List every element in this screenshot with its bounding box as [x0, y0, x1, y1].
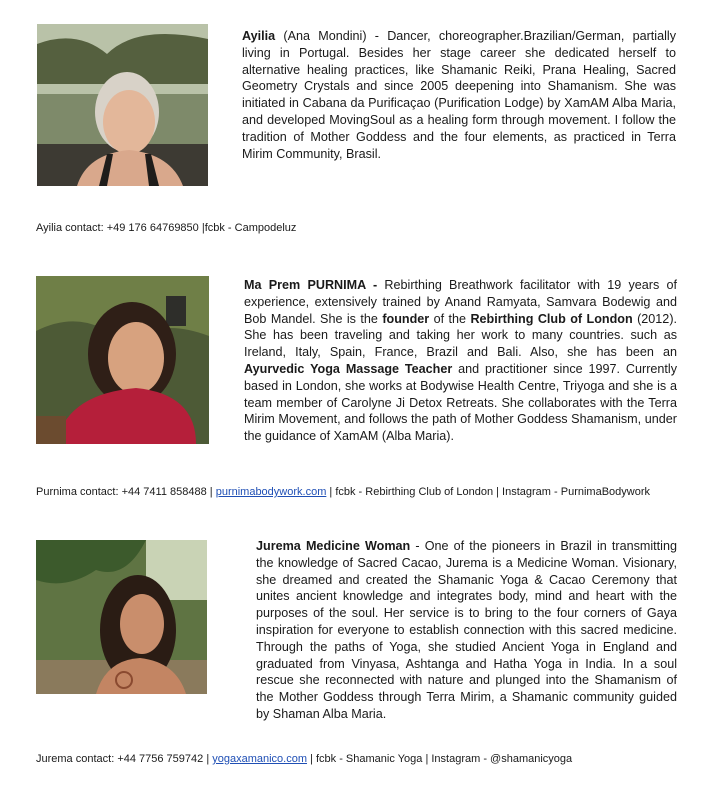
portrait-icon [37, 24, 208, 186]
bio-bold-text: Rebirthing Club of London [470, 311, 633, 326]
contact-text: | fcbk - Rebirthing Club of London | Instagram - PurnimaBodywork [326, 486, 650, 498]
profile-photo-purnima [36, 276, 209, 444]
contact-text: Jurema contact: +44 7756 759742 | [36, 753, 213, 765]
bio-bold-text: Ayilia [242, 29, 276, 43]
contact-text: Ayilia contact: +49 176 64769850 |fcbk - Campodeluz [36, 222, 297, 234]
contact-text: Purnima contact: +44 7411 858488 | [36, 486, 216, 498]
contact-text: | fcbk - Shamanic Yoga | Instagram - @shamanicyoga [307, 753, 573, 765]
bio-purnima [244, 277, 677, 445]
bio-bold-text: founder [382, 311, 430, 326]
bio-text: - One of the pioneers in Brazil in transmitting the knowledge of Sacred Cacao, Jurema is a Medicine Woman. Visionary, she dreamed and created the Shamanic Yoga & Cacao Ceremony that unites ancient knowledge and integrates body, mind and heart with the purposes of the soul. Her service is to bring to the four corners of Gaya inspiration for everyone to establish connection with this sacred medicine. Through the paths of Yoga, she studied Ancient Yoga in England and graduated from Vinyasa, Ashtanga and Hatha Yoga in India. In a soul rescue she reconnected with nature and plunged into the Shamanism of the Mother Goddess through Terra Mirim, a Shamanic community guided by Shaman Alba Maria. [256, 539, 677, 721]
bio-bold-text: Ma Prem PURNIMA - [244, 278, 385, 292]
contact-ayilia [36, 222, 296, 234]
bio-text: (2012). She has been traveling and taking her work to many countries. such as Ireland, Italy, Spain, France, Brazil and Bali. Also, she has been an [244, 311, 678, 360]
website-link[interactable]: yogaxamanico.com [212, 753, 308, 765]
bio-bold-text: Jurema Medicine Woman [256, 539, 411, 553]
bio-text: (Ana Mondini) - Dancer, choreographer.Brazilian/German, partially living in Portugal. Besides her stage career she dedicated herself to alternative healing practices, like Shamanic Reiki, Prana Healing, Sacred Geometry Crystals and since 2005 deepening into Shamanism. She was initiated in Cabana da Purificaçao (Purification Lodge) by XamAM Alba Maria, and developed MovingSoul as a healing form through movement. I follow the tradition of Mother Goddess and the four elements, as practiced in Terra Mirim Community, Brasil. [242, 29, 676, 161]
bio-text: Rebirthing Breathwork facilitator with 19 years of experience, extensively trained by Anand Ramyata, Samvara Bodewig and Bob Mandel. She is the [244, 278, 677, 326]
bio-ayilia [242, 28, 676, 162]
website-link[interactable]: purnimabodywork.com [215, 486, 327, 498]
profile-photo-jurema [36, 540, 207, 694]
bio-jurema [256, 538, 677, 723]
portrait-icon [36, 276, 209, 444]
contact-jurema [36, 753, 572, 765]
contact-purnima [36, 486, 650, 498]
bio-text: of the [429, 311, 471, 326]
bio-text: and practitioner since 1997. Currently based in London, she works at Bodywise Health Centre, Triyoga and she is a team member of Carolyne Ji Detox Retreats. She collaborates with the Terra Mirim Movement, and follows the path of Mother Goddess Shamanism, under the guidance of XamAM (Alba Maria). [244, 361, 678, 444]
portrait-icon [36, 540, 207, 694]
profile-photo-ayilia [37, 24, 208, 186]
bio-bold-text: Ayurvedic Yoga Massage Teacher [244, 361, 453, 376]
